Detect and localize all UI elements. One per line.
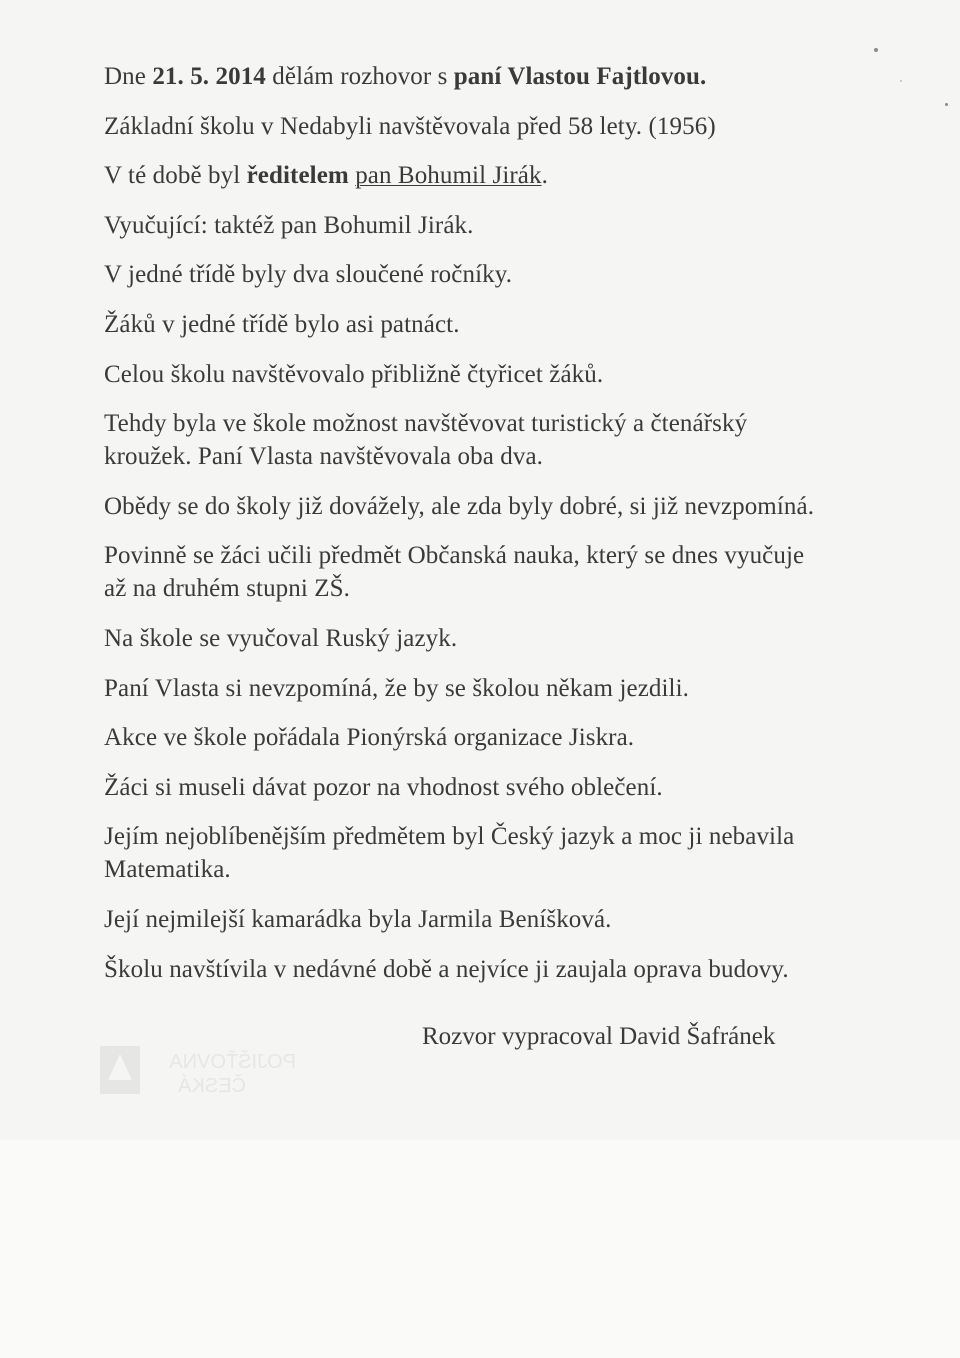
scan-speck <box>945 103 948 106</box>
paragraph-russian: Na škole se vyučoval Ruský jazyk. <box>104 624 458 652</box>
paragraph-events: Akce ve škole pořádala Pionýrská organizace Jiskra. <box>104 724 635 752</box>
paragraph-clothing: Žáci si museli dávat pozor na vhodnost svého oblečení. <box>104 773 663 801</box>
paragraph-intro: Dne 21. 5. 2014 dělám rozhovor s paní Vlastou Fajtlovou. <box>104 63 707 90</box>
paragraph-teacher: Vyučující: taktéž pan Bohumil Jirák. <box>104 211 474 239</box>
page-bottom-area <box>0 1140 960 1358</box>
paragraph-favorite-subject: Jejím nejoblíbenějším předmětem byl Český jazyk a moc ji nebavila Matematika. <box>104 823 795 884</box>
watermark-text-line2: ČESKÁ <box>178 1075 246 1097</box>
paragraph-merged-grades: V jedné třídě byly dva sloučené ročníky. <box>104 261 513 289</box>
scan-speck <box>900 80 902 82</box>
principal-role: ředitelem <box>246 162 349 190</box>
paragraph-clubs: Tehdy byla ve škole možnost navštěvovat turistický a čtenářský kroužek. Paní Vlasta navštěvovala oba dva. <box>104 410 748 471</box>
paragraph-school-attendance: Základní školu v Nedabyli navštěvovala před 58 lety. (1956) <box>104 112 716 140</box>
paragraph-trips: Paní Vlasta si nevzpomíná, že by se školou někam jezdili. <box>104 674 689 702</box>
scan-speck <box>874 48 878 52</box>
paragraph-recent-visit: Školu navštívila v nedávné době a nejvíce ji zaujala oprava budovy. <box>104 955 789 983</box>
paragraph-school-size: Celou školu navštěvovalo přibližně čtyřicet žáků. <box>104 360 604 388</box>
paragraph-best-friend: Její nejmilejší kamarádka byla Jarmila Beníšková. <box>104 905 612 933</box>
paragraph-principal: V té době byl ředitelem pan Bohumil Jirák. <box>104 162 548 190</box>
interview-date: 21. 5. 2014 <box>152 63 266 90</box>
paragraph-class-size: Žáků v jedné třídě bylo asi patnáct. <box>104 310 460 338</box>
principal-name: pan Bohumil Jirák <box>355 162 542 190</box>
watermark-text-line1: POJIŠŤOVNA <box>169 1051 296 1073</box>
interviewee-name: paní Vlastou Fajtlovou. <box>453 63 707 90</box>
document-body <box>104 60 884 1002</box>
paragraph-lunches: Obědy se do školy již dovážely, ale zda byly dobré, si již nevzpomíná. <box>104 492 815 520</box>
paragraph-civics: Povinně se žáci učili předmět Občanská nauka, který se dnes vyučuje až na druhém stupni ZŠ. <box>104 542 805 603</box>
watermark-logo-icon <box>98 1040 298 1100</box>
signature-line: Rozvor vypracoval David Šafránek <box>422 1023 776 1050</box>
